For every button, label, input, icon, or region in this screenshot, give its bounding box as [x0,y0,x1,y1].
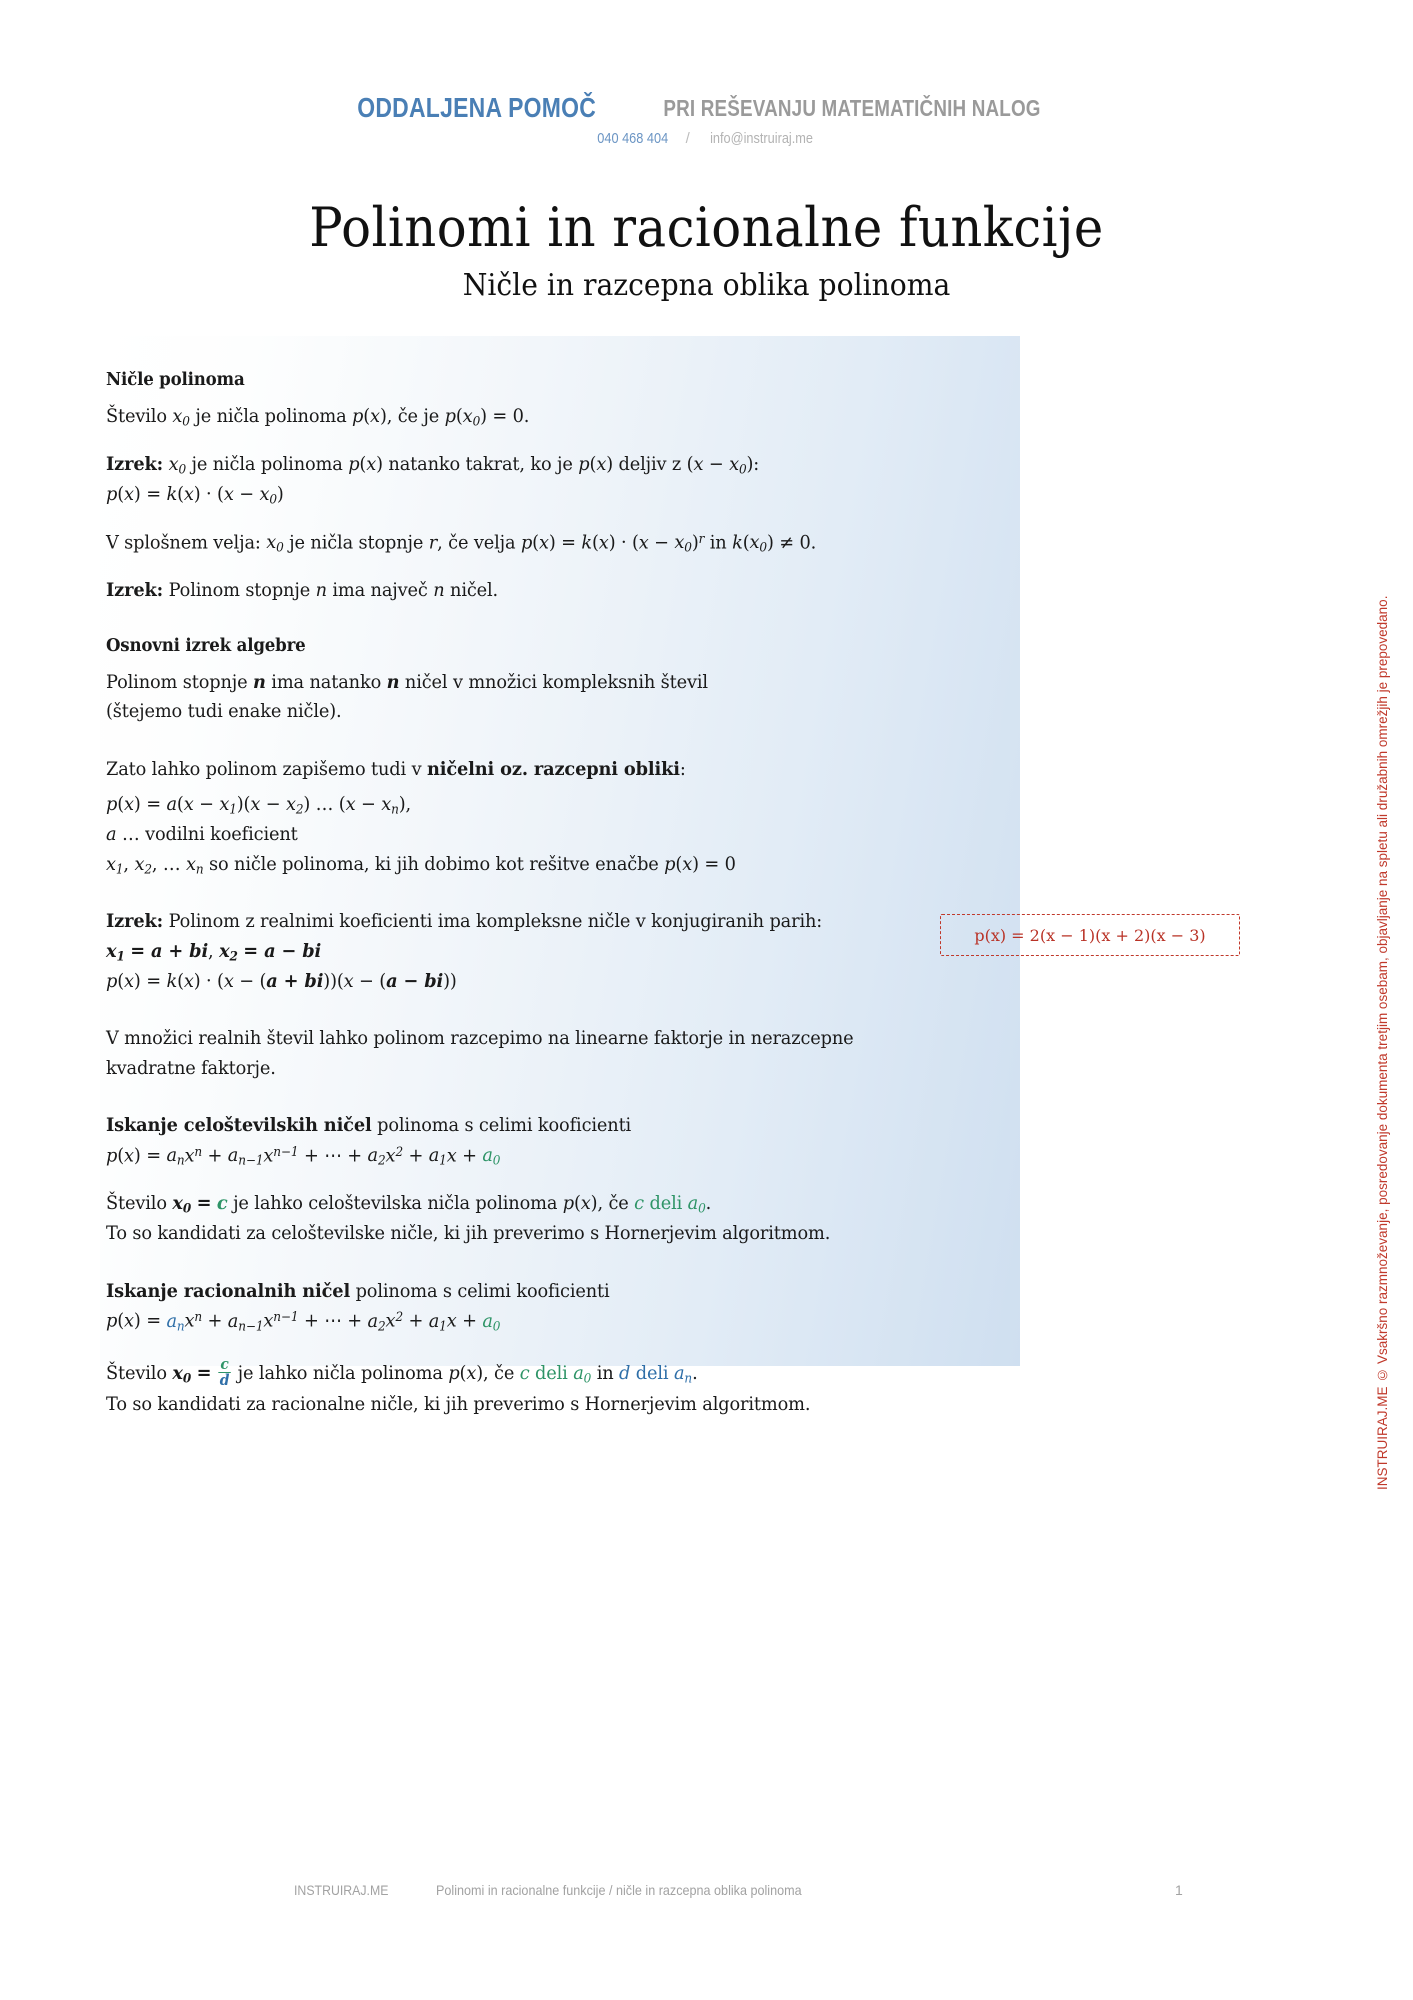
paragraph-zato-lahko: Zato lahko polinom zapišemo tudi v ničelni oz. razcepni obliki: [106,758,686,780]
text-stevilo: Število [106,406,167,427]
text-izrek1-c: deljiv z [618,453,682,475]
text-izrek2: Polinom stopnje n ima največ n ničel. [168,580,499,602]
text-deli-3: deli [635,1362,669,1384]
formula-nicle-polinoma: $x_1$, $x_2$, … $x_n$ so ničle polinoma, ki jih dobimo kot rešitve enačbe p(x) = 0 [106,853,736,877]
text-je-lahko-nicla: je lahko ničla polinoma [237,1362,443,1384]
paragraph-v-mnozici-2: kvadratne faktorje. [106,1057,276,1079]
section-heading-osnovni-izrek: Osnovni izrek algebre [106,635,306,656]
text-iskanje-celostevilskih: Iskanje celoštevilskih ničel [106,1115,372,1137]
paragraph-kandidati-racionalne: To so kandidati za racionalne ničle, ki jih preverimo s Hornerjevim algoritmom. [106,1394,811,1416]
content-area [0,336,1413,1436]
paragraph-celostevilska-nicla: Število $x_0 = c$ je lahko celoštevilska ničla polinoma p(x), če c deli $a_0$. [106,1193,712,1216]
formula-polinom-splosni-1: $p(x) = a_nx^n + a_{n-1}x^{n-1}$ + ⋯ + $a_2x^2 + a_1x + a_0$ [106,1143,501,1168]
formula-polinom-splosni-2: $p(x) = a_nx^n + a_{n-1}x^{n-1}$ + ⋯ + $a_2x^2 + a_1x + a_0$ [106,1309,501,1334]
paragraph-celostevilske-heading [106,1113,1028,1139]
izrek-label-1: Izrek: [106,453,164,475]
text-deli-2: deli [535,1362,568,1384]
page-title: Polinomi in racionalne funkcije [309,196,1104,259]
paragraph-osnovni-2: (štejemo tudi enake ničle). [106,701,342,723]
text-ce-2: , če [483,1362,515,1384]
izrek-label-2: Izrek: [106,580,164,602]
paragraph-osnovni-1: Polinom stopnje n ima natanko n ničel v množici kompleksnih števil [106,671,708,693]
text-in-2: in [596,1362,614,1384]
text-je-nicla: je ničla polinoma [195,406,347,427]
copyright-notice-vertical: INSTRUIRAJ.ME © Vsakršno razmnoževanje, posredovanje dokumenta tretjim osebam, objavljanje na spletu ali družabnih omrežjih je prepovedano. [1375,595,1390,1490]
text-polinoma-celimi-1: polinoma s celimi kooficienti [377,1115,632,1137]
text-in-1: in [709,532,727,554]
text-so-nicle: so ničle polinoma, ki jih dobimo kot rešitve enačbe [209,853,659,875]
contact-line [0,130,1413,147]
paragraph-v-mnozici-1: V množici realnih števil lahko polinom razcepimo na linearne faktorje in nerazcepne [106,1028,854,1050]
example-formula-box [940,914,1240,956]
masthead [0,92,1413,124]
formula-razcep-konjugirani: p(x) = k(x) · (x − (a + bi))(x − (a − bi)) [106,970,457,992]
text-nicelni-oz: ničelni oz. razcepni obliki [426,758,680,780]
text-v-splosnem: V splošnem velja: [106,532,261,554]
formula-vodilni-koeficient: a … vodilni koeficient [106,824,298,846]
footer-brand: INSTRUIRAJ.ME [294,1882,389,1898]
section-heading-nicle-polinoma: Ničle polinoma [106,370,245,390]
text-izrek3: Polinom z realnimi koeficienti ima kompleksne ničle v konjugiranih parih: [168,911,823,933]
text-stevilo-3: Število [106,1362,167,1384]
text-polinoma-celimi-2: polinoma s celimi kooficienti [355,1280,610,1302]
example-formula-text: p(x) = 2(x − 1)(x + 2)(x − 3) [974,925,1206,945]
contact-separator: / [685,130,690,147]
text-je-nicla-stopnje: je ničla stopnje [289,532,424,554]
paragraph-izrek-2 [106,578,1028,604]
brand-name: ODDALJENA POMOČ [357,92,596,123]
text-izrek1-a: je ničla polinoma [191,453,343,475]
text-iskanje-racionalnih: Iskanje racionalnih ničel [106,1280,351,1302]
formula-razcepna-oblika: $p(x) = a(x - x_1)(x - x_2)$ … $(x - x_n)$, [106,794,412,817]
brand-tagline: PRI REŠEVANJU MATEMATIČNIH NALOG [663,94,1041,121]
paragraph-kandidati-celostevilske: To so kandidati za celoštevilske ničle, ki jih preverimo s Hornerjevim algoritmom. [106,1223,831,1245]
text-izrek1-b: natanko takrat, ko je [388,453,573,475]
paragraph-definition-zero: Število $x_0$ je ničla polinoma p(x), če je $p(x_0) = 0$. [106,406,530,429]
page-subtitle: Ničle in razcepna oblika polinoma [462,268,951,303]
page-footer [0,1882,1413,1912]
paragraph-izrek-3 [106,909,1028,935]
paragraph-v-splosnem: V splošnem velja: $x_0$ je ničla stopnje r, če velja $p(x) = k(x) \cdot (x - x_0)^r$ in $k(x_0) \ne 0$. [106,530,817,555]
text-je-lahko-cel: je lahko celoštevilska ničla polinoma [233,1193,558,1215]
text-stevilo-2: Število [106,1193,167,1215]
footer-page-number: 1 [1175,1882,1183,1898]
text-zato-lahko: Zato lahko polinom zapišemo tudi v [106,758,422,780]
email-address[interactable]: info@instruiraj.me [709,130,813,147]
paragraph-racionalna-nicla: Število $x_0$ = $\frac{c}{d}$ je lahko ničla polinoma p(x), če c deli $a_0$ in d deli $a_n$. [106,1355,698,1389]
phone-number[interactable]: 040 468 404 [597,130,669,147]
text-ce-velja: , če velja [437,532,516,554]
formula-konjugirani-par: $x_1 = a$ + bi, $x_2 = a$ − bi [106,940,322,964]
izrek-label-3: Izrek: [106,911,164,933]
text-ce-je: , če je [386,406,440,427]
paragraph-racionalne-heading [106,1279,1028,1305]
paragraph-izrek-1: Izrek: $x_0$ je ničla polinoma p(x) natanko takrat, ko je p(x) deljiv z $(x - x_0)$: [106,453,760,477]
text-ce-1: , če [597,1193,629,1215]
text-deli-1: deli [649,1193,683,1215]
footer-title: Polinomi in racionalne funkcije / ničle in razcepna oblika polinoma [436,1882,802,1898]
formula-p-k-x0: $p(x) = k(x) \cdot (x - x_0)$ [106,483,284,507]
text-vodilni: … vodilni koeficient [121,824,298,846]
